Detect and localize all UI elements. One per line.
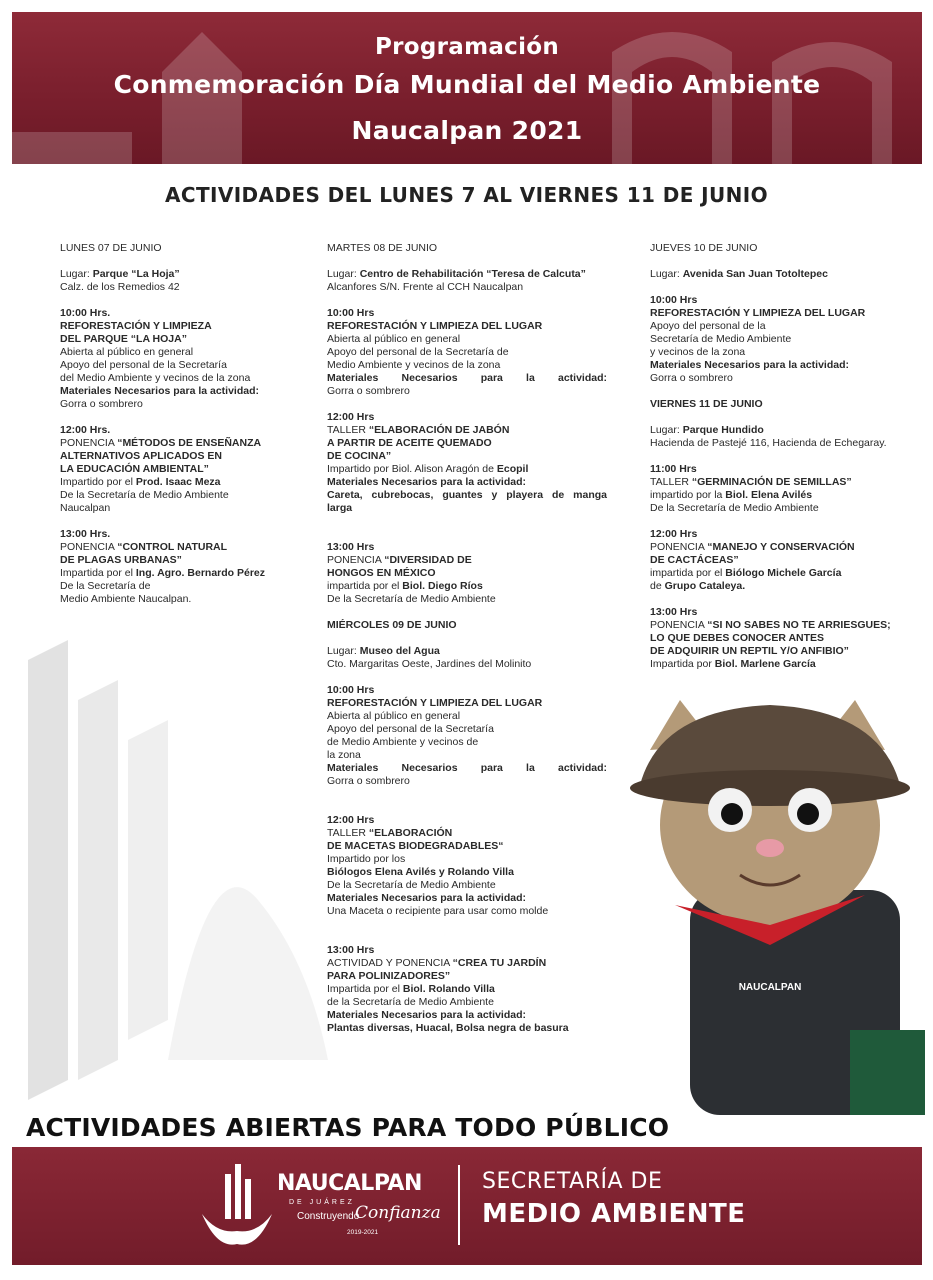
event-org: De la Secretaría de Medio Ambiente — [60, 489, 229, 501]
day-heading: MIÉRCOLES 09 DE JUNIO — [327, 619, 457, 631]
event-speaker: Impartida por el Biol. Rolando Villa — [327, 983, 495, 995]
event-detail: Apoyo del personal de la Secretaría de — [327, 346, 509, 358]
day-heading: JUEVES 10 DE JUNIO — [650, 242, 758, 254]
event-detail: y vecinos de la zona — [650, 346, 746, 358]
event-speaker: Impartido por el Prod. Isaac Meza — [60, 476, 221, 488]
event-title: DE PLAGAS URBANAS” — [60, 554, 182, 566]
header-banner — [12, 12, 922, 164]
event-title: TALLER “GERMINACIÓN DE SEMILLAS” — [650, 476, 852, 488]
event-detail: Secretaría de Medio Ambiente — [650, 333, 792, 345]
event-time: 13:00 Hrs — [327, 944, 375, 956]
event-detail: Apoyo del personal de la — [650, 320, 766, 332]
materials-label: Materiales Necesarios para la actividad: — [60, 385, 260, 397]
event-detail: Apoyo del personal de la Secretaría — [60, 359, 227, 371]
event-title: LO QUE DEBES CONOCER ANTES — [650, 632, 825, 644]
address: Alcanfores S/N. Frente al CCH Naucalpan — [327, 281, 524, 293]
event-time: 11:00 Hrs — [650, 463, 697, 475]
brand-subtitle: DE JUÁREZ — [289, 1199, 355, 1206]
tuesday-wednesday-column — [327, 242, 607, 1035]
event-speaker: impartido por la Biol. Elena Avilés — [650, 489, 813, 501]
secretaria-line1: SECRETARÍA DE — [482, 1169, 663, 1194]
day-heading: MARTES 08 DE JUNIO — [327, 242, 438, 254]
event-title: ALTERNATIVOS APLICADOS EN — [60, 450, 222, 462]
event-time: 10:00 Hrs — [327, 307, 375, 319]
materials: Gorra o sombrero — [327, 775, 410, 787]
schedule-subheading: ACTIVIDADES DEL LUNES 7 AL VIERNES 11 DE JUNIO — [165, 183, 768, 207]
event-time: 12:00 Hrs. — [60, 424, 111, 436]
event-time: 10:00 Hrs — [650, 294, 698, 306]
event-speaker: Impartida por el Ing. Agro. Bernardo Pérez — [60, 567, 266, 579]
thursday-friday-column — [650, 242, 910, 671]
event-speaker: Impartida por Biol. Marlene García — [650, 658, 816, 670]
secretaria-line2: MEDIO AMBIENTE — [482, 1199, 746, 1229]
brand-confianza: Confianza — [355, 1203, 441, 1223]
brand-tagline: Construyendo — [297, 1211, 360, 1222]
event-title: REFORESTACIÓN Y LIMPIEZA DEL LUGAR — [650, 307, 866, 319]
materials-label: Materiales Necesarios para la actividad: — [327, 372, 607, 384]
event-title: PONENCIA “SI NO SABES NO TE ARRIESGUES; — [650, 619, 891, 631]
materials: Plantas diversas, Huacal, Bolsa negra de basura — [327, 1022, 569, 1034]
event-title: ACTIVIDAD Y PONENCIA “CREA TU JARDÍN — [327, 957, 547, 969]
event-org: De la Secretaría de Medio Ambiente — [327, 593, 496, 605]
event-title: TALLER “ELABORACIÓN — [327, 827, 453, 839]
monday-column — [60, 242, 290, 606]
materials-label: Materiales Necesarios para la actividad: — [650, 359, 850, 371]
event-title: REFORESTACIÓN Y LIMPIEZA DEL LUGAR — [327, 320, 543, 332]
event-detail: Abierta al público en general — [327, 333, 461, 345]
day-heading: LUNES 07 DE JUNIO — [60, 242, 162, 254]
materials-label: Materiales Necesarios para la actividad: — [327, 476, 527, 488]
event-title: DE MACETAS BIODEGRADABLES“ — [327, 840, 504, 852]
materials: Gorra o sombrero — [650, 372, 733, 384]
open-activities-title: ACTIVIDADES ABIERTAS PARA TODO PÚBLICO — [26, 1113, 670, 1142]
event-title: REFORESTACIÓN Y LIMPIEZA — [60, 320, 212, 332]
event-title: PARA POLINIZADORES” — [327, 970, 451, 982]
event-time: 12:00 Hrs — [327, 411, 375, 423]
header-title-line1: Programación — [374, 34, 560, 60]
event-org: de Grupo Cataleya. — [650, 580, 746, 592]
event-detail: Abierta al público en general — [327, 710, 461, 722]
place: Lugar: Centro de Rehabilitación “Teresa de Calcuta” — [327, 268, 586, 280]
mascot-cat-illustration — [620, 690, 925, 1115]
event-title: A PARTIR DE ACEITE QUEMADO — [327, 437, 492, 449]
materials-label: Materiales Necesarios para la actividad: — [327, 892, 527, 904]
event-title: HONGOS EN MÉXICO — [327, 567, 436, 579]
event-org: De la Secretaría de — [60, 580, 151, 592]
event-title: LA EDUCACIÓN AMBIENTAL” — [60, 463, 209, 475]
event-speaker: impartida por el Biólogo Michele García — [650, 567, 842, 579]
event-org: Naucalpan — [60, 502, 111, 514]
svg-text:NAUCALPAN: NAUCALPAN — [738, 982, 802, 993]
event-detail: Medio Ambiente y vecinos de la zona — [327, 359, 501, 371]
hands-building-icon — [197, 1159, 277, 1254]
event-detail: Apoyo del personal de la Secretaría — [327, 723, 494, 735]
event-speaker: Biólogos Elena Avilés y Rolando Villa — [327, 866, 514, 878]
materials-label: Materiales Necesarios para la actividad: — [327, 762, 607, 774]
event-detail: Abierta al público en general — [60, 346, 194, 358]
event-speaker: Impartido por Biol. Alison Aragón de Ecopil — [327, 463, 529, 475]
brand-name: NAUCALPAN — [277, 1171, 422, 1196]
address: Calz. de los Remedios 42 — [60, 281, 180, 293]
event-speaker: Impartido por los — [327, 853, 406, 865]
event-title: PONENCIA “MÉTODOS DE ENSEÑANZA — [60, 437, 262, 449]
materials: Una Maceta o recipiente para usar como molde — [327, 905, 549, 917]
event-title: TALLER “ELABORACIÓN DE JABÓN — [327, 424, 510, 436]
footer-banner — [12, 1147, 922, 1265]
event-title: PONENCIA “CONTROL NATURAL — [60, 541, 228, 553]
event-title: DE ADQUIRIR UN REPTIL Y/O ANFIBIO” — [650, 645, 849, 657]
event-title: PONENCIA “DIVERSIDAD DE — [327, 554, 472, 566]
day-heading: VIERNES 11 DE JUNIO — [650, 398, 763, 410]
address: Cto. Margaritas Oeste, Jardines del Molinito — [327, 658, 532, 670]
event-detail: de Medio Ambiente y vecinos de — [327, 736, 479, 748]
materials: Gorra o sombrero — [327, 385, 410, 397]
event-time: 13:00 Hrs — [327, 541, 375, 553]
event-detail: la zona — [327, 749, 361, 761]
event-speaker: impartida por el Biol. Diego Ríos — [327, 580, 483, 592]
materials: Gorra o sombrero — [60, 398, 143, 410]
materials-label: Materiales Necesarios para la actividad: — [327, 1009, 527, 1021]
footer-divider — [458, 1165, 460, 1245]
place: Lugar: Parque Hundido — [650, 424, 764, 436]
event-title: DEL PARQUE “LA HOJA” — [60, 333, 187, 345]
event-org: De la Secretaría de Medio Ambiente — [327, 879, 496, 891]
header-title-line3: Naucalpan 2021 — [351, 116, 583, 145]
event-time: 10:00 Hrs. — [60, 307, 111, 319]
place: Lugar: Parque “La Hoja” — [60, 268, 180, 280]
event-org: De la Secretaría de Medio Ambiente — [650, 502, 819, 514]
event-time: 12:00 Hrs — [327, 814, 375, 826]
naucalpan-logo — [197, 1159, 447, 1254]
event-title: REFORESTACIÓN Y LIMPIEZA DEL LUGAR — [327, 697, 543, 709]
place: Lugar: Avenida San Juan Totoltepec — [650, 268, 828, 280]
address: Hacienda de Pastejé 116, Hacienda de Echegaray. — [650, 437, 887, 449]
event-title: DE CACTÁCEAS” — [650, 554, 739, 566]
event-time: 13:00 Hrs — [650, 606, 698, 618]
brand-years: 2019-2021 — [347, 1229, 379, 1236]
event-org: Medio Ambiente Naucalpan. — [60, 593, 192, 605]
event-time: 10:00 Hrs — [327, 684, 375, 696]
event-time: 13:00 Hrs. — [60, 528, 111, 540]
event-org: de la Secretaría de Medio Ambiente — [327, 996, 494, 1008]
event-title: DE COCINA” — [327, 450, 392, 462]
event-title: PONENCIA “MANEJO Y CONSERVACIÓN — [650, 541, 855, 553]
event-detail: del Medio Ambiente y vecinos de la zona — [60, 372, 251, 384]
decorative-building-graphic — [28, 640, 338, 1100]
header-title-line2: Conmemoración Día Mundial del Medio Ambiente — [113, 70, 821, 99]
materials: larga — [327, 502, 353, 514]
event-time: 12:00 Hrs — [650, 528, 698, 540]
materials: Careta, cubrebocas, guantes y playera de manga — [327, 489, 607, 501]
place: Lugar: Museo del Agua — [327, 645, 440, 657]
